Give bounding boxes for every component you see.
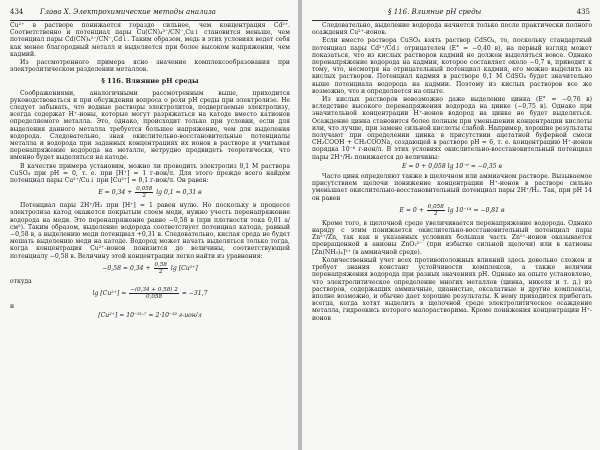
running-head-title: § 116. Влияние pH среды [388,8,482,16]
equation: E = 0 + 0,058 lg 10⁻⁶ ≈ −0,35 в [401,162,502,170]
paragraph: Cu²⁺ в растворе понижается гораздо сильнее, чем концентрация Cd²⁺. Соответственно и потенциал пары Cu(CN)₄³⁻/CN⁻,Cu↓ становится меньше, чем потенциал пары Cd(CN)₄²⁻/CN⁻,Cd↓. Таким образом, медь в этих условиях ведет себя как менее благородный металл и выделяется при более высоком напряжении, чем кадмий. [10,22,290,58]
paragraph: Потенциал пары 2H⁺/H₂ при [H⁺] = 1 равен нулю. Но поскольку в процессе электролиза катод окажется покрытым слоем меди, нужно учесть перенапряжение водорода на меди. Это перенапряжение равно −0,58 в (при плотности тока 0,01 а/см²). Таким образом, выделение водорода соответствует потенциал катода, равный −0,58 в, а выделению меди потенциал +0,31 в. Следовательно, кислая среда не будет мешать выделению меди на катоде. Водород может начать выделяться только тогда, когда концентрация Cu²⁺-ионов понизится до величины, соответствующей потенциалу −0,58 в. Величину этой концентрации легко найти из уравнения: [10,202,290,260]
section-heading: § 116. Влияние pH среды [101,77,199,86]
paragraph: Из рассмотренного примера ясно значение комплексообразования при электролитическом разделении металлов. [10,59,290,74]
paragraph: В качестве примера установим, можно ли проводить электролиз 0,1 М раствора CuSO₄ при pH = 0, т. е. при [H⁺] = 1 г-ион/л. Для этого прежде всего найдем потенциал пары Cu²⁺/Cu↓ при [Cu²⁺] = 0,1 г-ион/л. Он равен: [10,162,290,185]
equation: E = 0 + $\frac{0,058}{2}$ lg 10⁻¹⁴ = −0,81 в [399,203,505,217]
paragraph: Следовательно, выделение водорода начнется только после практически полного осаждения Cu²⁺-ионов. [312,22,592,37]
page-number: 435 [576,8,590,16]
fraction: $\frac{0,58}{2}$ [154,261,167,275]
left-page [0,0,298,450]
equation: [Cu²⁺] = 10⁻³¹·⁷ ≈ 2·10⁻³² г-ион/л [98,312,202,320]
paragraph: Количественный учет всех противоположных влияний здесь довольно сложен и требует знания констант устойчивости комплексов, а также величин перенапряжения водорода при разных значениях pH. Однако на опыте установлено, что электролитическое определение многих металлов (цинка, никеля и т. д.) из растворов, содержащих аммиачные, цианистые, оксалатные и другие комплексы, вполне возможно, и обычно дает хорошие результаты. К нему приходится прибегать всегда, когда хотят выделить в щелочной среде электролитическое осаждение металла, гидроокись которого малорастворима. Кроме понижения концентрации H⁺-ионов [312,256,592,322]
paragraph: Из кислых растворов невозможно даже выделение цинка (E° = −0,76 в) вследствие высокого перенапряжения водорода на цинке (−0,75 в). Однако при значительной концентрации H⁺-ионов водород на цинке не будет выделяться. Осаждение цинка становится более полным при уменьшении концентрации кислоты или, что лучше, при замене сильной кислоты слабой. Например, хорошие результаты получают при определении цинка в присутствии ацетатной буферной смеси CH₃COOH + CH₃COONa, создающей в растворе pH ≈ 6, т. е. концентрацию H⁺-ионов порядка 10⁻⁶ г-ион/л. В этих условиях окислительно-восстановительный потенциал пары 2H⁺/H₂ понижается до величины: [312,96,592,161]
page-body [312,22,592,323]
fraction: $\frac{0,058}{2}$ [136,186,153,200]
paragraph: Часто цинк определяют также в щелочном или аммиачном растворе. Вызываемое присутствием щелочи понижение концентрации H⁺-ионов в растворе сильно уменьшает окислительно-восстановительный потенциал пары 2H⁺/H₂. Так, при pH 14 он равен [312,173,592,202]
running-header [312,8,590,21]
page-number: 434 [10,8,24,16]
text-label: и [10,303,15,311]
running-head-title: Глава X. Электрохимические методы анализа [40,8,216,16]
running-header [10,8,288,21]
text-label: откуда [10,277,32,285]
right-page [302,0,600,450]
equation: −0,58 = 0,34 + $\frac{0,58}{2}$ lg [Cu²⁺] [102,261,198,275]
equation: E = 0,34 + $\frac{0,058}{2}$ lg 0,1 ≈ 0,31 в [98,186,202,200]
equation: lg [Cu²⁺] = $\frac{-(0,34 + 0,58) 2}{0,058}$ = −31,7 [92,287,208,301]
fraction: $\frac{-(0,34 + 0,58) 2}{0,058}$ [130,287,178,301]
fraction: $\frac{0,058}{2}$ [427,203,444,217]
paragraph: Если вместо раствора CuSO₄ взять раствор CdSO₄, то, поскольку стандартный потенциал пары Cd²⁺/Cd↓ отрицателен (E° = −0,40 в), на первый взгляд может показаться, что из кислых растворов кадмий не должен выделяться вовсе. Однако перенапряжение водорода на кадмии, которое составляет около −0,7 в, приводит к тому, что, несмотря на отрицательный потенциал кадмия, его можно выделить из кислых растворов. Потенциал кадмия в растворе 0,1 М CdSO₄ будет значительно выше потенциала водорода на кадмии. Поэтому из кислых растворов все же возможно, что и определяется на опыте. [312,37,592,95]
page-body [10,22,290,323]
paragraph: Соображениями, аналогичными рассмотренным выше, приходится руководствоваться и при обсуждении вопроса о роли pH среды при электролизе. Не следует забывать, что водные растворы электролитов, подвергаемые электролизу, всегда содержат H⁺-ионы, которые могут разряжаться на катоде вместо катионов определяемого металла. Это, однако, происходит только при условии, если для выделения данного металла требуется большее напряжение, чем для выделения водорода. Следовательно, зная окислительно-восстановительные потенциалы металла и водорода при заданных концентрациях их ионов в растворе и учитывая перенапряжение водорода на металле, нетрудно предвидеть теоретически, что именно будет выделяться на катоде. [10,89,290,162]
paragraph: Кроме того, в щелочной среде увеличивается перенапряжение водорода. Однако наряду с этим понижается окислительно-восстановительный потенциал пары Zn²⁺/Zn, так как в указанных условиях большая часть Zn²⁺-ионов оказывается превращенной в анионы ZnO₂²⁻ (при избытке сильной щелочи) или в катионы [Zn(NH₃)₄]²⁺ (в аммиачной среде). [312,219,592,256]
